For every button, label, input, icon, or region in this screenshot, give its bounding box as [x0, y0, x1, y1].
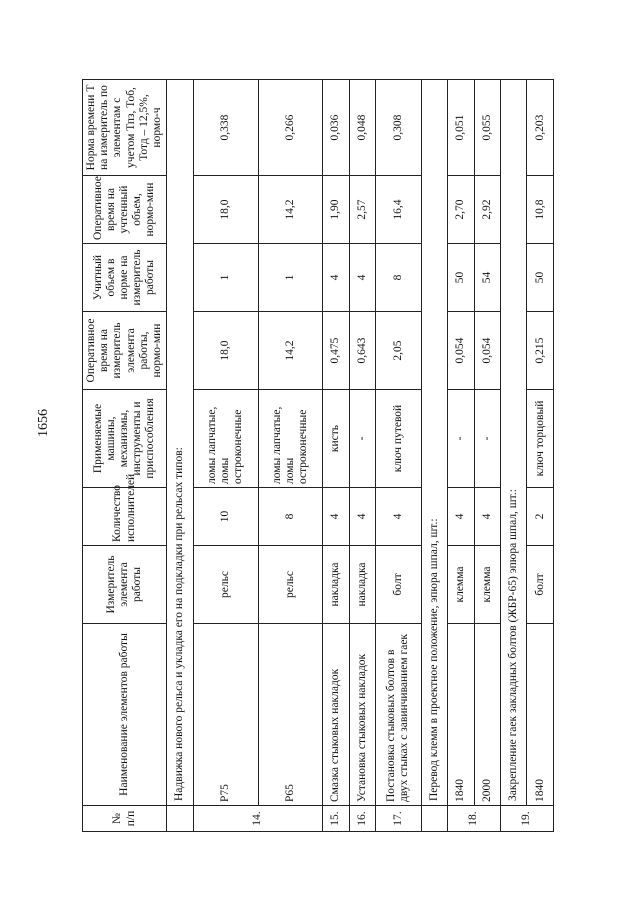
row-workers: 4	[448, 488, 474, 546]
row-volume: 4	[349, 244, 375, 312]
row-volume: 1	[193, 244, 258, 312]
table-row	[258, 80, 323, 832]
table-row	[448, 80, 474, 832]
row-workers: 2	[527, 488, 554, 546]
header-op-total: Оперативное время на учтенный объем, нормо-мин	[83, 176, 167, 244]
header-unit: Измеритель элемента работы	[83, 546, 167, 624]
row-workers: 4	[323, 488, 349, 546]
row-op-time: 18,0	[193, 312, 258, 390]
section-14: Надвижка нового рельса и укладка его на подкладки при рельсах типов:	[167, 80, 193, 806]
header-name: Наименование элементов работы	[83, 624, 167, 806]
row-workers: 10	[193, 488, 258, 546]
norm-table-container	[82, 80, 554, 832]
row-op-time: 0,054	[448, 312, 474, 390]
row-unit: накладка	[349, 546, 375, 624]
row-workers: 4	[376, 488, 422, 546]
row-name: Установка стыковых накладок	[349, 624, 375, 806]
section-19: Закрепление гаек закладных болтов (ЖБР-65) эпюра шпал, шт.:	[501, 80, 527, 806]
header-num: № п/п	[83, 806, 167, 832]
header-volume: Учитный объем в норме на измеритель работы	[83, 244, 167, 312]
table-row	[323, 80, 349, 832]
row-norm: 0,048	[349, 80, 375, 176]
row-name: Р65	[258, 624, 323, 806]
row-tools: ключ торцовый	[527, 390, 554, 488]
row-name: Постановка стыковых болтов в двух стыках с завинчиванием гаек	[376, 624, 422, 806]
row-op-total: 2,92	[474, 176, 500, 244]
section-row	[421, 80, 447, 832]
row-workers: 8	[258, 488, 323, 546]
row-unit: клемма	[474, 546, 500, 624]
row-num: 14.	[193, 806, 323, 832]
header-norm: Норма времени Т на измеритель по элементам с учетом Тпз, Тоб, Тотд – 12,5%, нормо-ч	[83, 80, 167, 176]
table-row	[527, 80, 554, 832]
row-op-time: 0,215	[527, 312, 554, 390]
row-num: 15.	[323, 806, 349, 832]
section-row	[501, 80, 527, 832]
row-op-time: 14,2	[258, 312, 323, 390]
row-norm: 0,036	[323, 80, 349, 176]
row-num: 19.	[501, 806, 554, 832]
row-name: 2000	[474, 624, 500, 806]
header-workers: Количество исполнителей	[83, 488, 167, 546]
row-num: 17.	[376, 806, 422, 832]
row-op-total: 2,57	[349, 176, 375, 244]
row-volume: 50	[527, 244, 554, 312]
row-name: Смазка стыковых накладок	[323, 624, 349, 806]
row-name: Р75	[193, 624, 258, 806]
row-op-total: 16,4	[376, 176, 422, 244]
header-row	[83, 80, 167, 832]
row-volume: 4	[323, 244, 349, 312]
row-volume: 50	[448, 244, 474, 312]
row-norm: 0,055	[474, 80, 500, 176]
row-tools: ключ путевой	[376, 390, 422, 488]
row-norm: 0,338	[193, 80, 258, 176]
row-unit: накладка	[323, 546, 349, 624]
row-name: 1840	[448, 624, 474, 806]
row-op-total: 2,70	[448, 176, 474, 244]
row-num: 18.	[448, 806, 501, 832]
row-unit: болт	[527, 546, 554, 624]
norm-table	[82, 79, 554, 832]
row-op-total: 18,0	[193, 176, 258, 244]
row-tools: -	[474, 390, 500, 488]
row-norm: 0,308	[376, 80, 422, 176]
row-volume: 8	[376, 244, 422, 312]
row-unit: клемма	[448, 546, 474, 624]
table-row	[376, 80, 422, 832]
row-op-time: 0,643	[349, 312, 375, 390]
row-norm: 0,266	[258, 80, 323, 176]
row-tools: ломы лапчатые, ломы остроконечные	[193, 390, 258, 488]
header-tools: Применяемые машины, механизмы, инструменты и приспособления	[83, 390, 167, 488]
table-row	[349, 80, 375, 832]
row-op-time: 2,05	[376, 312, 422, 390]
row-unit: рельс	[193, 546, 258, 624]
row-norm: 0,051	[448, 80, 474, 176]
row-tools: кисть	[323, 390, 349, 488]
row-volume: 1	[258, 244, 323, 312]
row-tools: -	[448, 390, 474, 488]
row-name: 1840	[527, 624, 554, 806]
section-18: Перевод клемм в проектное положение, эпюра шпал, шт.:	[421, 80, 447, 806]
row-unit: рельс	[258, 546, 323, 624]
row-op-total: 1,90	[323, 176, 349, 244]
row-workers: 4	[349, 488, 375, 546]
row-op-time: 0,054	[474, 312, 500, 390]
table-row	[193, 80, 258, 832]
page-number: 1656	[36, 409, 51, 437]
section-row	[167, 80, 193, 832]
row-tools: -	[349, 390, 375, 488]
row-workers: 4	[474, 488, 500, 546]
row-op-total: 10,8	[527, 176, 554, 244]
row-unit: болт	[376, 546, 422, 624]
header-op-time: Оперативное время на измеритель элемента работы, нормо-мин	[83, 312, 167, 390]
table-row	[474, 80, 500, 832]
row-num: 16.	[349, 806, 375, 832]
row-norm: 0,203	[527, 80, 554, 176]
row-op-total: 14,2	[258, 176, 323, 244]
row-tools: ломы лапчатые, ломы остроконечные	[258, 390, 323, 488]
row-volume: 54	[474, 244, 500, 312]
row-op-time: 0,475	[323, 312, 349, 390]
